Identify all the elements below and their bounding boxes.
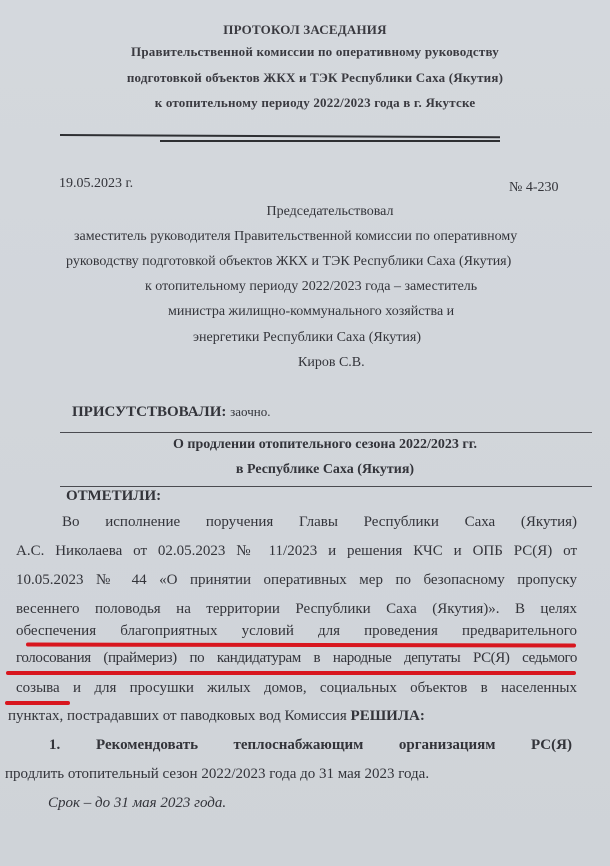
topic-line-1: О продлении отопительного сезона 2022/2023 гг. <box>173 437 477 452</box>
protocol-number: № 4-230 <box>509 180 559 195</box>
attendance-value: заочно. <box>230 404 271 419</box>
noted-line-5-highlighted: обеспечения благоприятных условий для проведения предварительного <box>16 623 577 639</box>
document-subtitle-line-1: Правительственной комиссии по оперативному руководству <box>131 44 499 59</box>
chair-line-4: министра жилищно-коммунального хозяйства и <box>168 304 455 319</box>
header-divider <box>60 134 500 138</box>
decision-number: 1. <box>49 737 61 753</box>
decided-label: РЕШИЛА: <box>350 708 425 724</box>
chair-line-2: руководству подготовкой объектов ЖКХ и ТЭК Республики Саха (Якутия) <box>66 254 512 269</box>
decision-line-1: Рекомендовать теплоснабжающим организациям РС(Я) <box>96 737 572 753</box>
noted-label: ОТМЕТИЛИ: <box>66 488 162 504</box>
red-underline-1 <box>26 643 576 648</box>
red-underline-2 <box>6 671 576 675</box>
noted-line-1: Во исполнение поручения Главы Республики Саха (Якутия) <box>62 514 577 530</box>
noted-line-4: весеннего половодья на территории Республики Саха (Якутия)». В целях <box>16 601 577 617</box>
noted-line-6-highlighted: голосования (праймериз) по кандидатурам в народные депутаты РС(Я) седьмого <box>16 650 577 666</box>
protocol-date: 19.05.2023 г. <box>59 176 134 191</box>
noted-line-7-highlighted: созыва и для просушки жилых домов, социальных объектов в населенных <box>16 680 577 696</box>
red-underline-3 <box>5 701 70 705</box>
noted-line-2: А.С. Николаева от 02.05.2023 № 11/2023 и решения КЧС и ОПБ РС(Я) от <box>16 543 577 559</box>
noted-line-8: пунктах, пострадавших от паводковых вод Комиссия РЕШИЛА: <box>8 708 425 724</box>
attendance <box>72 404 270 421</box>
chair-line-1: заместитель руководителя Правительственной комиссии по оперативному <box>74 229 518 244</box>
chair-line-3: к отопительному периоду 2022/2023 года – заместитель <box>145 279 478 294</box>
noted-line-3: 10.05.2023 № 44 «О принятии оперативных мер по безопасному пропуску <box>16 572 577 588</box>
document-subtitle-line-3: к отопительному периоду 2022/2023 года в г. Якутске <box>154 95 476 110</box>
topic-top-divider <box>60 432 592 433</box>
chair-line-5: энергетики Республики Саха (Якутия) <box>193 330 422 345</box>
decision-deadline: Срок – до 31 мая 2023 года. <box>48 795 227 811</box>
chair-name: Киров С.В. <box>298 355 365 370</box>
chair-label: Председательствовал <box>266 204 394 219</box>
attendance-label: ПРИСУТСТВОВАЛИ: <box>72 404 227 420</box>
topic-line-2: в Республике Саха (Якутия) <box>235 462 415 477</box>
topic-bottom-divider <box>60 486 592 487</box>
document-title: ПРОТОКОЛ ЗАСЕДАНИЯ <box>223 22 387 37</box>
document-subtitle-line-2: подготовкой объектов ЖКХ и ТЭК Республики Саха (Якутия) <box>126 70 504 85</box>
decision-continuation: продлить отопительный сезон 2022/2023 года до 31 мая 2023 года. <box>5 766 430 782</box>
header-divider-right <box>160 140 500 142</box>
